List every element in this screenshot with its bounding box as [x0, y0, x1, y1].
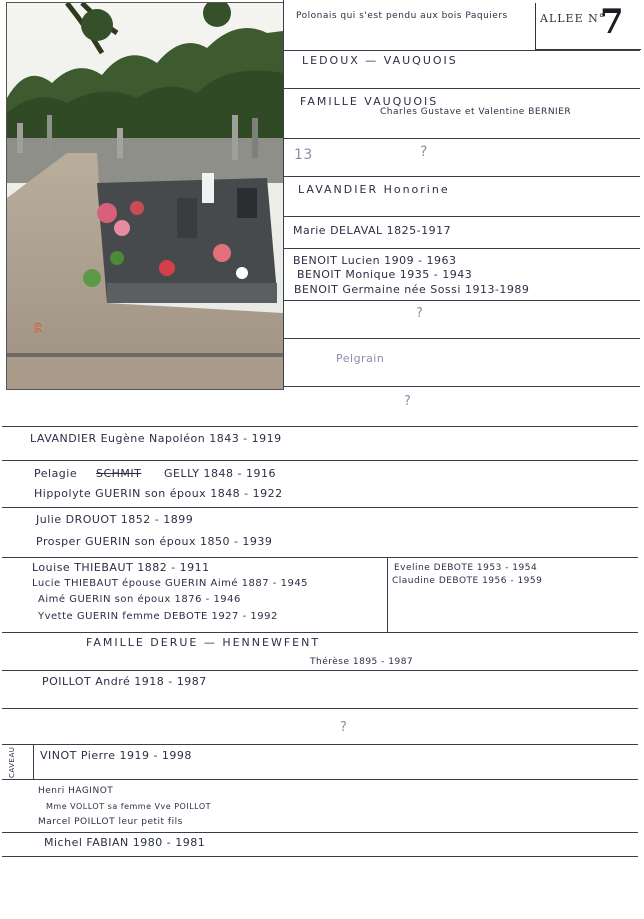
- entry-poillot-andre: POILLOT André 1918 - 1987: [42, 675, 207, 688]
- row-rule: [2, 507, 638, 508]
- entry-benoit-lucien: BENOIT Lucien 1909 - 1963: [293, 254, 457, 267]
- entry-pelagie-gelly: GELLY 1848 - 1916: [164, 467, 276, 480]
- row-rule: [2, 426, 638, 427]
- entry-benoit-monique: BENOIT Monique 1935 - 1943: [297, 268, 473, 281]
- entry-ledoux-vauquois: LEDOUX — VAUQUOIS: [302, 54, 458, 67]
- row-rule: [2, 744, 638, 745]
- alley-label: ALLEE N°: [540, 12, 606, 25]
- row-rule: [2, 832, 638, 833]
- header-note: Polonais qui s'est pendu aux bois Paquiers: [296, 11, 508, 21]
- entry-louise-thiebaut: Louise THIEBAUT 1882 - 1911: [32, 561, 210, 574]
- row-rule: [2, 856, 638, 857]
- entry-marcel-poillot: Marcel POILLOT leur petit fils: [38, 817, 183, 827]
- row-rule: [284, 50, 640, 51]
- row-rule: [284, 88, 640, 89]
- entry-pelagie-struck: SCHMIT: [96, 467, 142, 480]
- row-rule: [284, 216, 640, 217]
- photo-date-stamp: 99: [34, 322, 44, 333]
- cell-divider: [387, 558, 388, 632]
- entry-eveline-debote: Eveline DEBOTE 1953 - 1954: [394, 563, 538, 573]
- entry-vinot-pierre: VINOT Pierre 1919 - 1998: [40, 749, 192, 762]
- entry-famille-derue: FAMILLE DERUE — HENNEWFENT: [86, 636, 321, 649]
- entry-unknown: ?: [404, 394, 412, 409]
- entry-benoit-germaine: BENOIT Germaine née Sossi 1913-1989: [294, 283, 530, 296]
- entry-number-13: 13: [294, 147, 313, 163]
- entry-yvette-guerin: Yvette GUERIN femme DEBOTE 1927 - 1992: [38, 611, 278, 622]
- caveau-divider: [33, 745, 34, 779]
- row-rule: [2, 670, 638, 671]
- entry-unknown: ?: [340, 720, 348, 735]
- row-rule: [2, 779, 638, 780]
- row-rule: [2, 632, 638, 633]
- row-rule: [284, 386, 640, 387]
- entry-claudine-debote: Claudine DEBOTE 1956 - 1959: [392, 576, 543, 586]
- entry-famille-vauquois: FAMILLE VAUQUOIS: [300, 95, 439, 108]
- entry-marie-delaval: Marie DELAVAL 1825-1917: [293, 224, 452, 237]
- entry-therese: Thérèse 1895 - 1987: [310, 657, 414, 667]
- entry-unknown: ?: [416, 306, 424, 321]
- cemetery-photo-image: [7, 3, 283, 389]
- row-rule: [2, 708, 638, 709]
- row-rule: [284, 138, 640, 139]
- entry-pelagie-first: Pelagie: [34, 467, 78, 480]
- entry-pelgrain: Pelgrain: [336, 352, 385, 365]
- alley-number: 7: [600, 2, 624, 42]
- row-rule: [2, 460, 638, 461]
- cemetery-photo: [6, 2, 284, 390]
- entry-julie-drouot: Julie DROUOT 1852 - 1899: [36, 513, 194, 526]
- column-divider: [283, 0, 284, 388]
- entry-hippolyte-guerin: Hippolyte GUERIN son époux 1848 - 1922: [34, 487, 283, 500]
- entry-michel-fabian: Michel FABIAN 1980 - 1981: [44, 836, 206, 849]
- row-rule: [2, 557, 638, 558]
- row-rule: [284, 300, 640, 301]
- entry-aime-guerin: Aimé GUERIN son époux 1876 - 1946: [38, 594, 241, 605]
- entry-henri-haginot: Henri HAGINOT: [38, 786, 114, 796]
- entry-lavandier-honorine: LAVANDIER Honorine: [298, 183, 450, 196]
- entry-lucie-thiebaut: Lucie THIEBAUT épouse GUERIN Aimé 1887 - 1945: [32, 578, 309, 589]
- entry-lavandier-eugene: LAVANDIER Eugène Napoléon 1843 - 1919: [30, 432, 282, 445]
- entry-mme-vollot: Mme VOLLOT sa femme Vve POILLOT: [46, 802, 212, 811]
- entry-unknown: ?: [420, 144, 428, 160]
- entry-prosper-guerin: Prosper GUERIN son époux 1850 - 1939: [36, 535, 273, 548]
- row-rule: [284, 176, 640, 177]
- row-rule: [284, 338, 640, 339]
- entry-vauquois-names: Charles Gustave et Valentine BERNIER: [380, 107, 572, 117]
- caveau-side-label: CAVEAU: [8, 746, 16, 778]
- row-rule: [284, 248, 640, 249]
- alley-box: [535, 3, 641, 50]
